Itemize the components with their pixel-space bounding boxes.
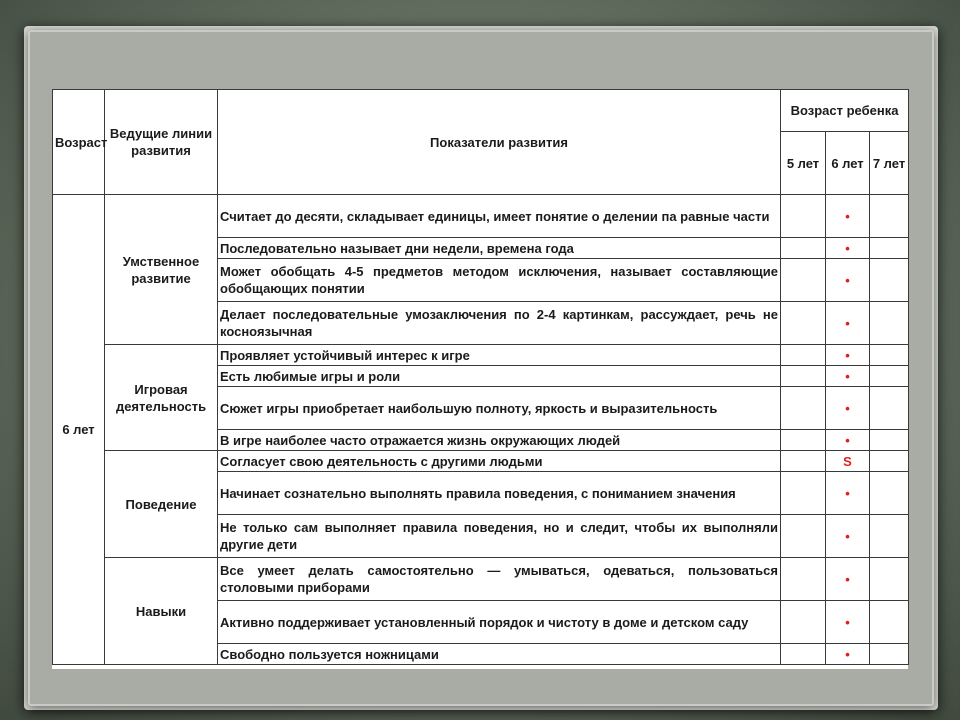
indicator-text: Проявляет устойчивый интерес к игре (218, 345, 781, 366)
age7-cell (870, 345, 909, 366)
development-line-cell: Поведение (105, 451, 218, 558)
indicator-text: Последовательно называет дни недели, времена года (218, 238, 781, 259)
table-row (53, 345, 909, 366)
indicator-text: Активно поддерживает установленный порядок и чистоту в доме и детском саду (218, 601, 781, 644)
age7-cell (870, 472, 909, 515)
age5-cell (781, 238, 826, 259)
age5-cell (781, 345, 826, 366)
age5-cell (781, 430, 826, 451)
age6-mark: • (826, 515, 870, 558)
age6-mark: • (826, 644, 870, 665)
age6-mark: • (826, 195, 870, 238)
age6-mark: • (826, 366, 870, 387)
age7-cell (870, 451, 909, 472)
indicator-text: Согласует свою деятельность с другими людьми (218, 451, 781, 472)
age6-mark: • (826, 601, 870, 644)
age6-mark: • (826, 259, 870, 302)
age5-cell (781, 302, 826, 345)
age7-cell (870, 601, 909, 644)
development-table (52, 89, 909, 665)
age7-cell (870, 558, 909, 601)
indicator-text: Свободно пользуется ножницами (218, 644, 781, 665)
indicator-text: Может обобщать 4-5 предметов методом исключения, называет составляющие обобщающих понятии (218, 259, 781, 302)
age5-cell (781, 366, 826, 387)
age5-cell (781, 195, 826, 238)
age5-cell (781, 387, 826, 430)
development-line-cell: Игровая деятельность (105, 345, 218, 451)
age7-cell (870, 366, 909, 387)
indicator-text: Есть любимые игры и роли (218, 366, 781, 387)
age5-cell (781, 644, 826, 665)
development-line-cell: Навыки (105, 558, 218, 665)
indicator-text: Все умеет делать самостоятельно — умываться, одеваться, пользоваться столовыми приборами (218, 558, 781, 601)
age5-cell (781, 515, 826, 558)
age5-cell (781, 472, 826, 515)
age7-cell (870, 644, 909, 665)
table-row (53, 451, 909, 472)
header-age-5: 5 лет (781, 132, 826, 195)
header-age-7: 7 лет (870, 132, 909, 195)
age5-cell (781, 601, 826, 644)
table-row (53, 558, 909, 601)
header-indicators: Показатели развития (218, 90, 781, 195)
age5-cell (781, 259, 826, 302)
age7-cell (870, 515, 909, 558)
header-lines: Ведущие линии развития (105, 90, 218, 195)
indicator-text: Делает последовательные умозаключения по 2-4 картинкам, рассуждает, речь не косноязычная (218, 302, 781, 345)
indicator-text: Начинает сознательно выполнять правила поведения, с пониманием значения (218, 472, 781, 515)
age6-mark: • (826, 558, 870, 601)
indicator-text: Сюжет игры приобретает наибольшую полноту, яркость и выразительность (218, 387, 781, 430)
age5-cell (781, 451, 826, 472)
indicator-text: Не только сам выполняет правила поведения, но и следит, чтобы их выполняли другие дети (218, 515, 781, 558)
age7-cell (870, 302, 909, 345)
age7-cell (870, 259, 909, 302)
indicator-text: Считает до десяти, складывает единицы, имеет понятие о делении па равные части (218, 195, 781, 238)
header-age-6: 6 лет (826, 132, 870, 195)
header-child-age: Возраст ребенка (781, 90, 909, 132)
age7-cell (870, 238, 909, 259)
age5-cell (781, 558, 826, 601)
age7-cell (870, 430, 909, 451)
table-row (53, 195, 909, 238)
age6-mark: S (826, 451, 870, 472)
age7-cell (870, 387, 909, 430)
age6-mark: • (826, 345, 870, 366)
age6-mark: • (826, 387, 870, 430)
age7-cell (870, 195, 909, 238)
development-line-cell: Умственное развитие (105, 195, 218, 345)
indicator-text: В игре наиболее часто отражается жизнь окружающих людей (218, 430, 781, 451)
age6-mark: • (826, 430, 870, 451)
header-age: Возраст (53, 90, 105, 195)
age-cell: 6 лет (53, 195, 105, 665)
age6-mark: • (826, 302, 870, 345)
age6-mark: • (826, 238, 870, 259)
age6-mark: • (826, 472, 870, 515)
